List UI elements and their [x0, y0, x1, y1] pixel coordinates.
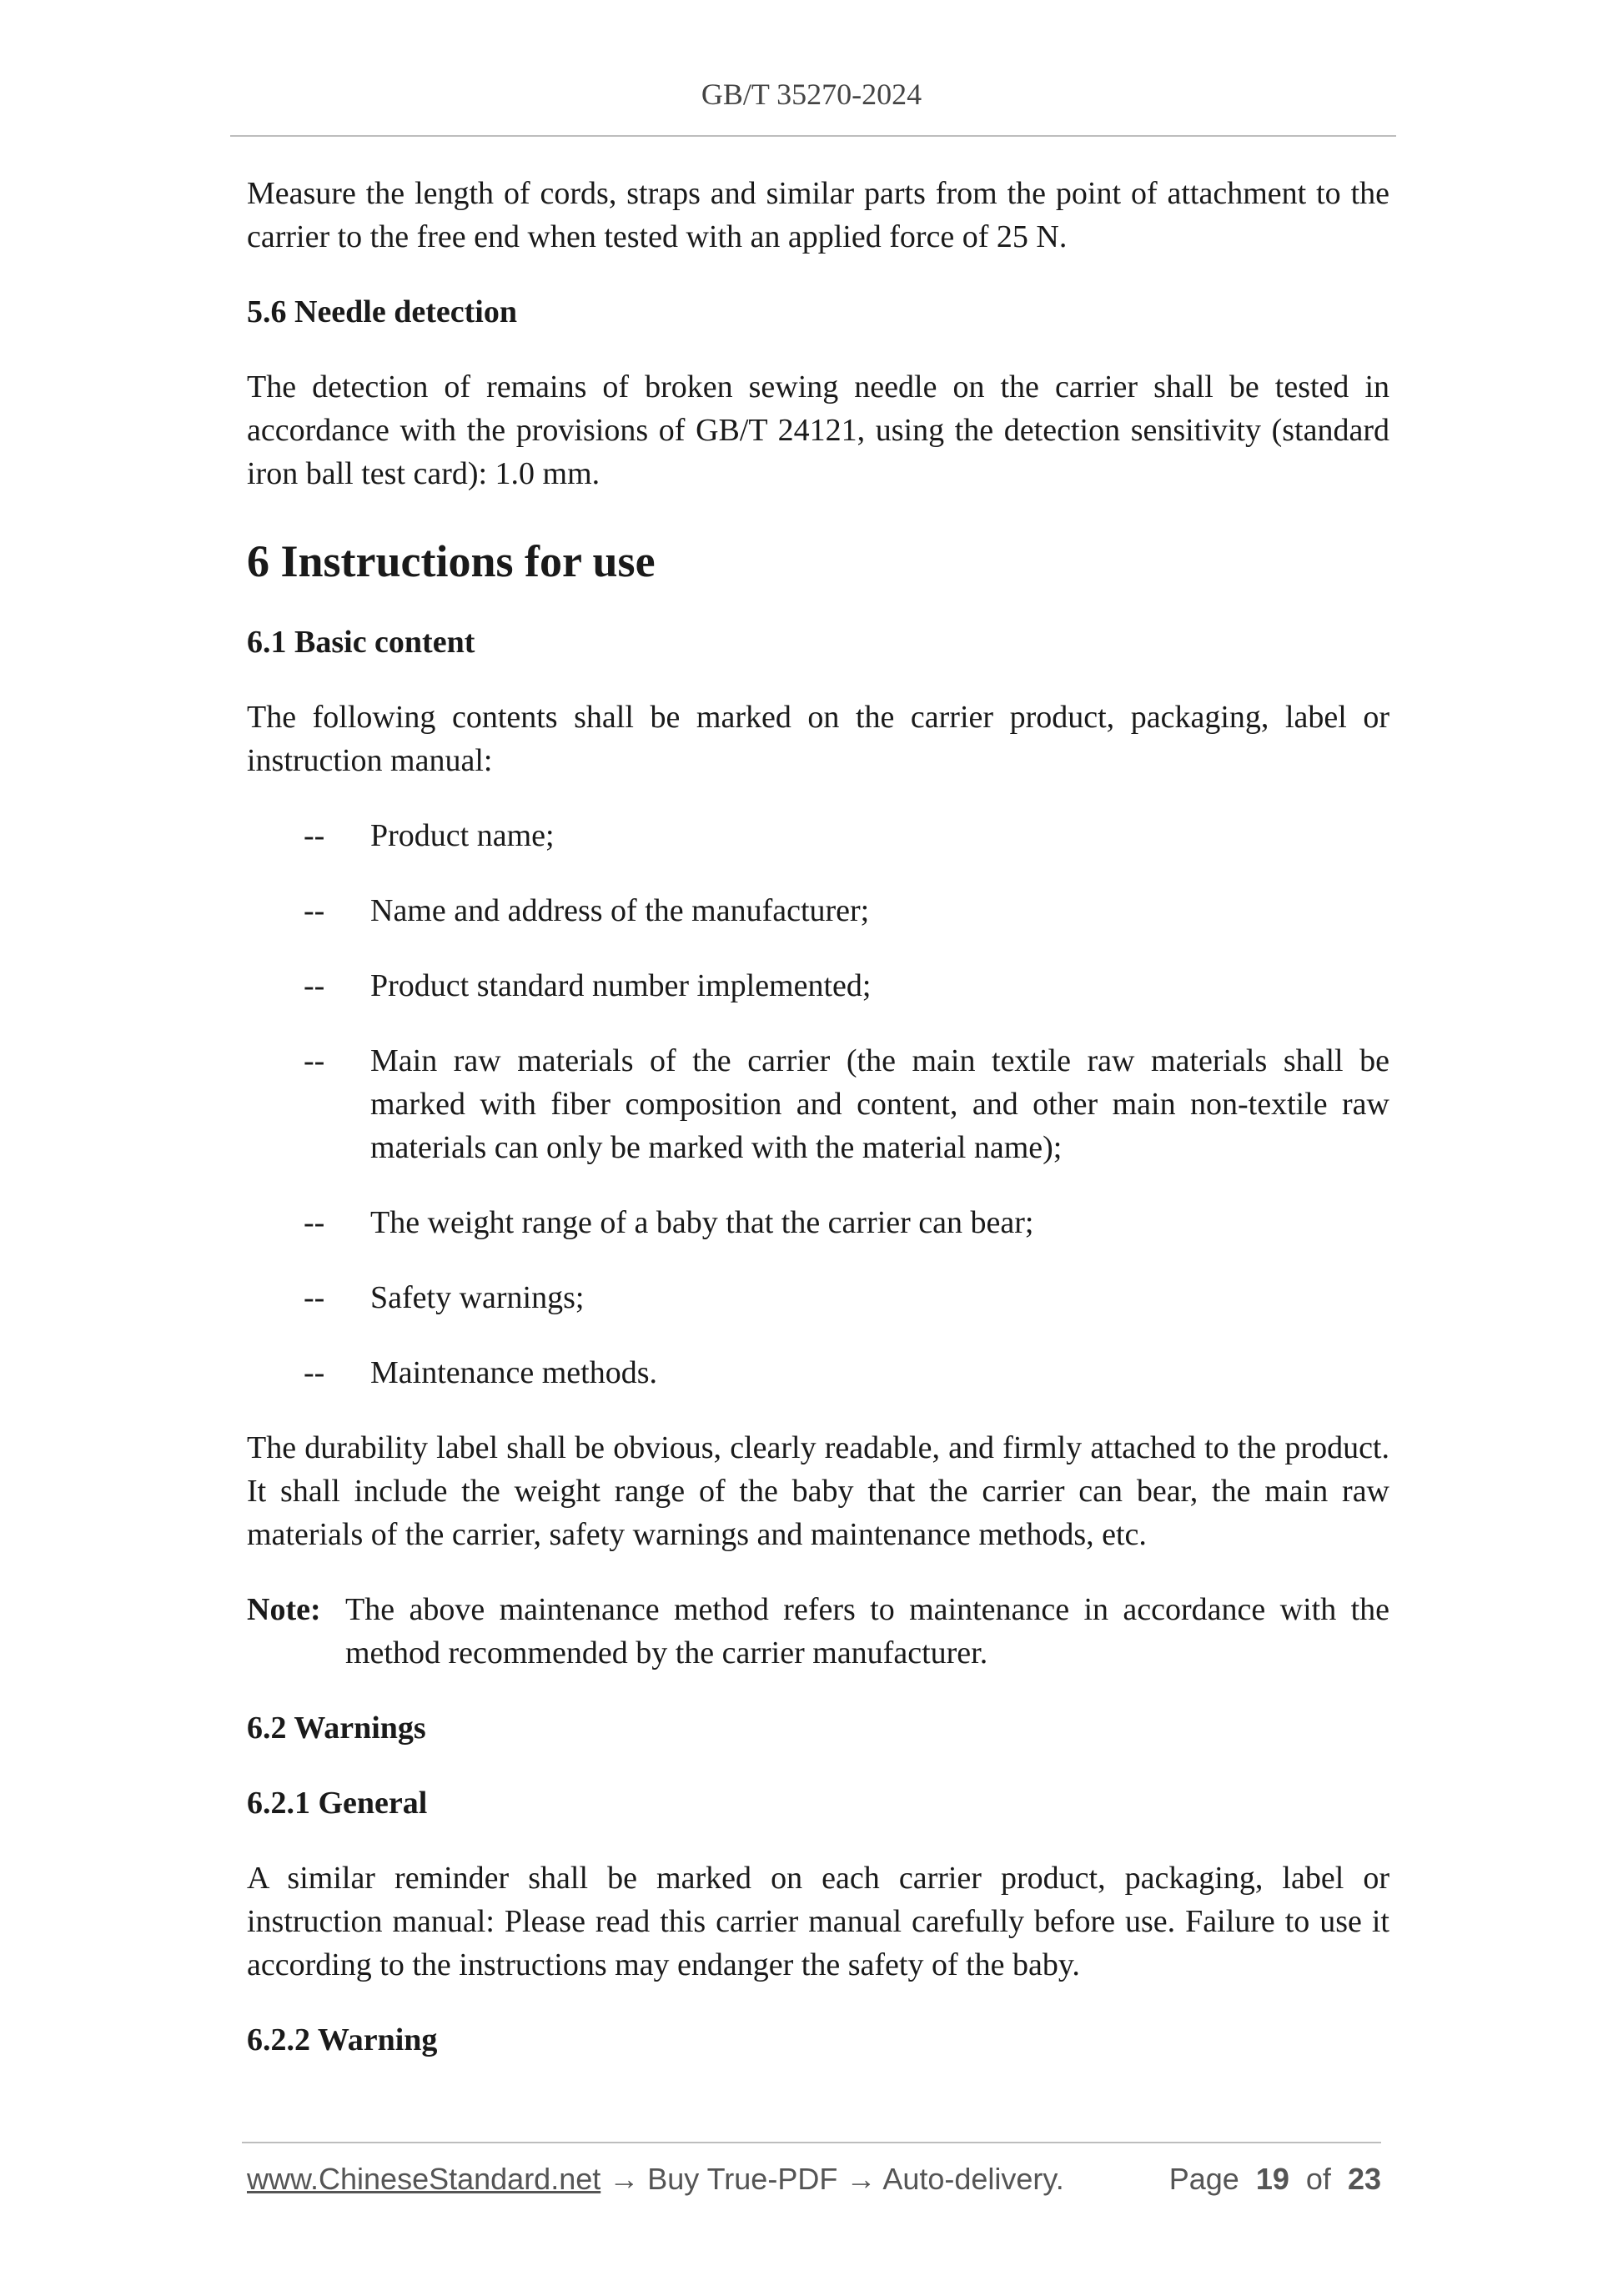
paragraph-needle-detection: The detection of remains of broken sewing needle on the carrier shall be tested in accordance with the provisions of GB/T 24121, using the detection sensitivity (standard iron ball test card): 1.0 mm. [247, 369, 1389, 491]
page-counter [1169, 2162, 1381, 2197]
list-item [247, 964, 1389, 1007]
footer-tagline: → Buy True-PDF → Auto-delivery. [600, 2162, 1064, 2196]
heading-6-2-1: 6.2.1 General [247, 1786, 428, 1821]
list-item [247, 1201, 1389, 1244]
list-item-text: Maintenance methods. [370, 1355, 658, 1390]
list-item-text: Name and address of the manufacturer; [370, 893, 870, 928]
heading-5-6: 5.6 Needle detection [247, 294, 517, 329]
heading-6-1: 6.1 Basic content [247, 625, 475, 660]
list-item-text: Product name; [370, 818, 555, 853]
paragraph-cord-length: Measure the length of cords, straps and similar parts from the point of attachment to the carrier to the free end when tested with an applied force of 25 N. [247, 176, 1389, 254]
list-dash: -- [304, 1280, 325, 1315]
website-link[interactable]: www.ChineseStandard.net [247, 2162, 601, 2196]
header-divider [230, 135, 1396, 137]
list-item-text: Product standard number implemented; [370, 968, 872, 1003]
list-dash: -- [304, 1205, 325, 1240]
heading-6-2-2: 6.2.2 Warning [247, 2022, 438, 2057]
list-item [247, 1276, 1389, 1319]
note-label: Note: [247, 1592, 321, 1627]
list-dash: -- [304, 1355, 325, 1390]
list-dash: -- [304, 818, 325, 853]
page-number: 19 [1255, 2162, 1289, 2196]
list-item [247, 1039, 1389, 1169]
list-item [247, 1351, 1389, 1394]
footer-promo [247, 2162, 1064, 2197]
paragraph-general-reminder: A similar reminder shall be marked on each carrier product, packaging, label or instruction manual: Please read this carrier manual carefully before use. Failure to use it according to the instructions may endanger the safety of the baby. [247, 1861, 1389, 1982]
list-item [247, 814, 1389, 857]
paragraph-durability-label: The durability label shall be obvious, clearly readable, and firmly attached to the product. It shall include the weight range of the baby that the carrier can bear, the main raw materials of the carrier, safety warnings and maintenance methods, etc. [247, 1430, 1389, 1552]
list-item-text: The weight range of a baby that the carrier can bear; [370, 1205, 1034, 1240]
of-word: of [1305, 2162, 1331, 2196]
note-text: The above maintenance method refers to maintenance in accordance with the method recommended by the carrier manufacturer. [345, 1592, 1389, 1671]
page-content [247, 172, 1389, 2062]
page-total: 23 [1347, 2162, 1381, 2196]
list-dash: -- [304, 893, 325, 928]
footer-divider [242, 2142, 1381, 2143]
page-word: Page [1168, 2162, 1239, 2196]
list-dash: -- [304, 968, 325, 1003]
page-footer [247, 2162, 1381, 2197]
list-dash: -- [304, 1043, 325, 1078]
list-item [247, 889, 1389, 932]
page-header: GB/T 35270-2024 [701, 78, 922, 111]
heading-6: 6 Instructions for use [247, 536, 656, 586]
list-item-text: Safety warnings; [370, 1280, 585, 1315]
note-block [247, 1588, 1389, 1675]
heading-6-2: 6.2 Warnings [247, 1711, 426, 1746]
list-item-text: Main raw materials of the carrier (the main textile raw materials shall be marked with fiber composition and content, and other main non-textile raw materials can only be marked with the material name); [370, 1043, 1389, 1165]
paragraph-basic-content: The following contents shall be marked on the carrier product, packaging, label or instruction manual: [247, 700, 1389, 778]
